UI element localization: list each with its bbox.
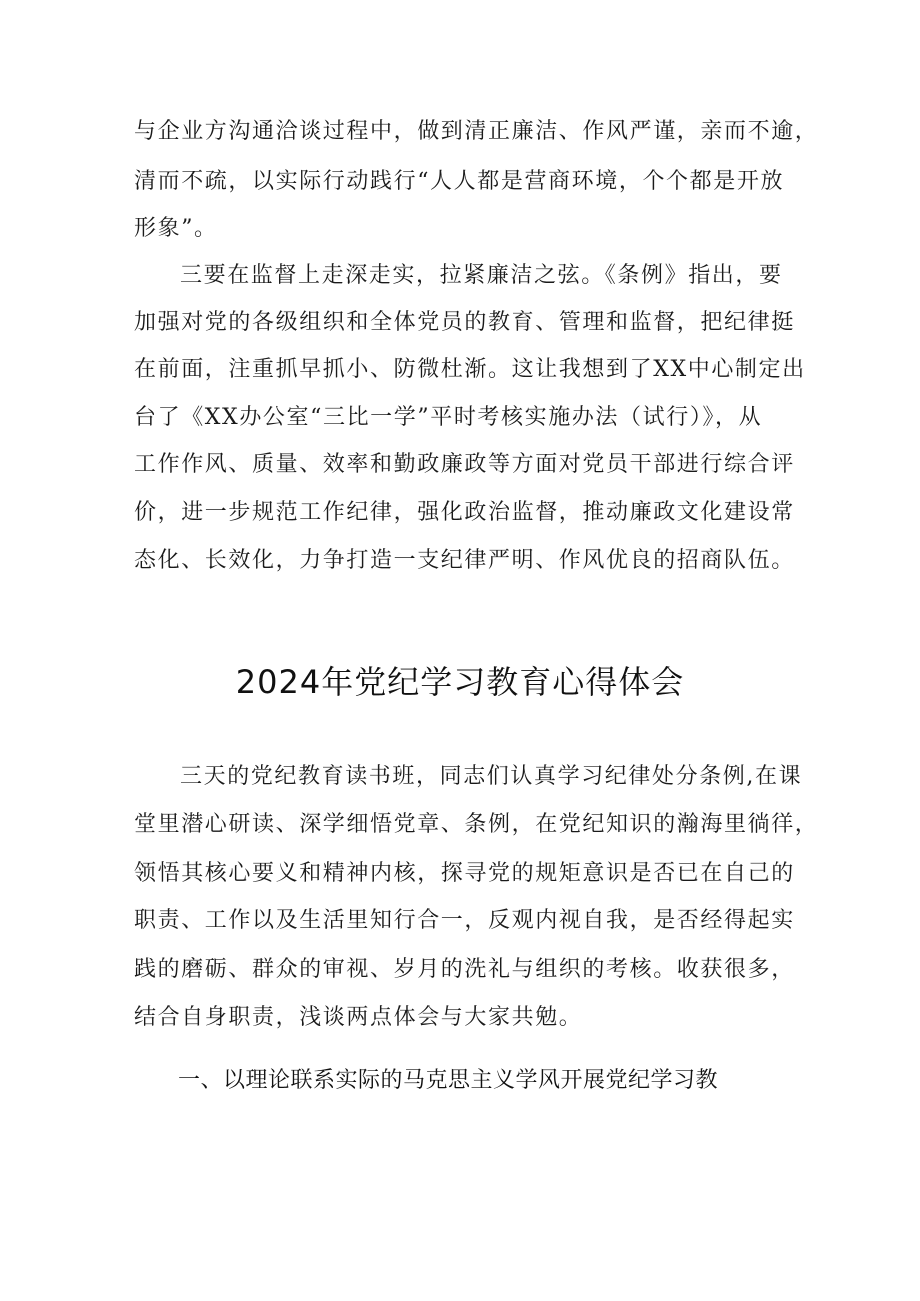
paragraph-line: 工作作风、质量、效率和勤政廉政等方面对党员干部进行综合评 [134,452,795,477]
paragraph-line: 堂里潜心研读、深学细悟党章、条例，在党纪知识的瀚海里徜徉， [134,812,819,837]
paragraph-line: 践的磨砺、群众的审视、岁月的洗礼与组织的考核。收获很多， [134,957,795,982]
paragraph-line: 职责、工作以及生活里知行合一，反观内视自我，是否经得起实 [134,908,795,933]
paragraph-line: 与企业方沟通洽谈过程中，做到清正廉洁、作风严谨，亲而不逾， [134,119,819,144]
paragraph-line: 三天的党纪教育读书班，同志们认真学习纪律处分条例,在课 [180,764,803,789]
paragraph-line: 价，进一步规范工作纪律，强化政治监督，推动廉政文化建设常 [134,500,795,525]
paragraph-line: 三要在监督上走深走实，拉紧廉洁之弦。《条例》指出，要 [180,263,783,288]
section-heading: 一、以理论联系实际的马克思主义学风开展党纪学习教 [178,1068,719,1093]
paragraph-line: 结合自身职责，浅谈两点体会与大家共勉。 [134,1005,583,1030]
paragraph-line: 形象”。 [134,216,218,241]
page-title: 2024年党纪学习教育心得体会 [235,663,685,701]
paragraph-line: 清而不疏，以实际行动践行“人人都是营商环境，个个都是开放 [134,169,785,194]
paragraph-line: 在前面，注重抓早抓小、防微杜渐。这让我想到了XX中心制定出 [134,357,806,382]
paragraph-line: 台了《XX办公室“三比一学”平时考核实施办法（试行）》，从 [134,405,763,430]
paragraph-line: 领悟其核心要义和精神内核，探寻党的规矩意识是否已在自己的 [134,861,795,886]
paragraph-line: 态化、长效化，力争打造一支纪律严明、作风优良的招商队伍。 [134,548,795,573]
paragraph-line: 加强对党的各级组织和全体党员的教育、管理和监督，把纪律挺 [134,310,795,335]
